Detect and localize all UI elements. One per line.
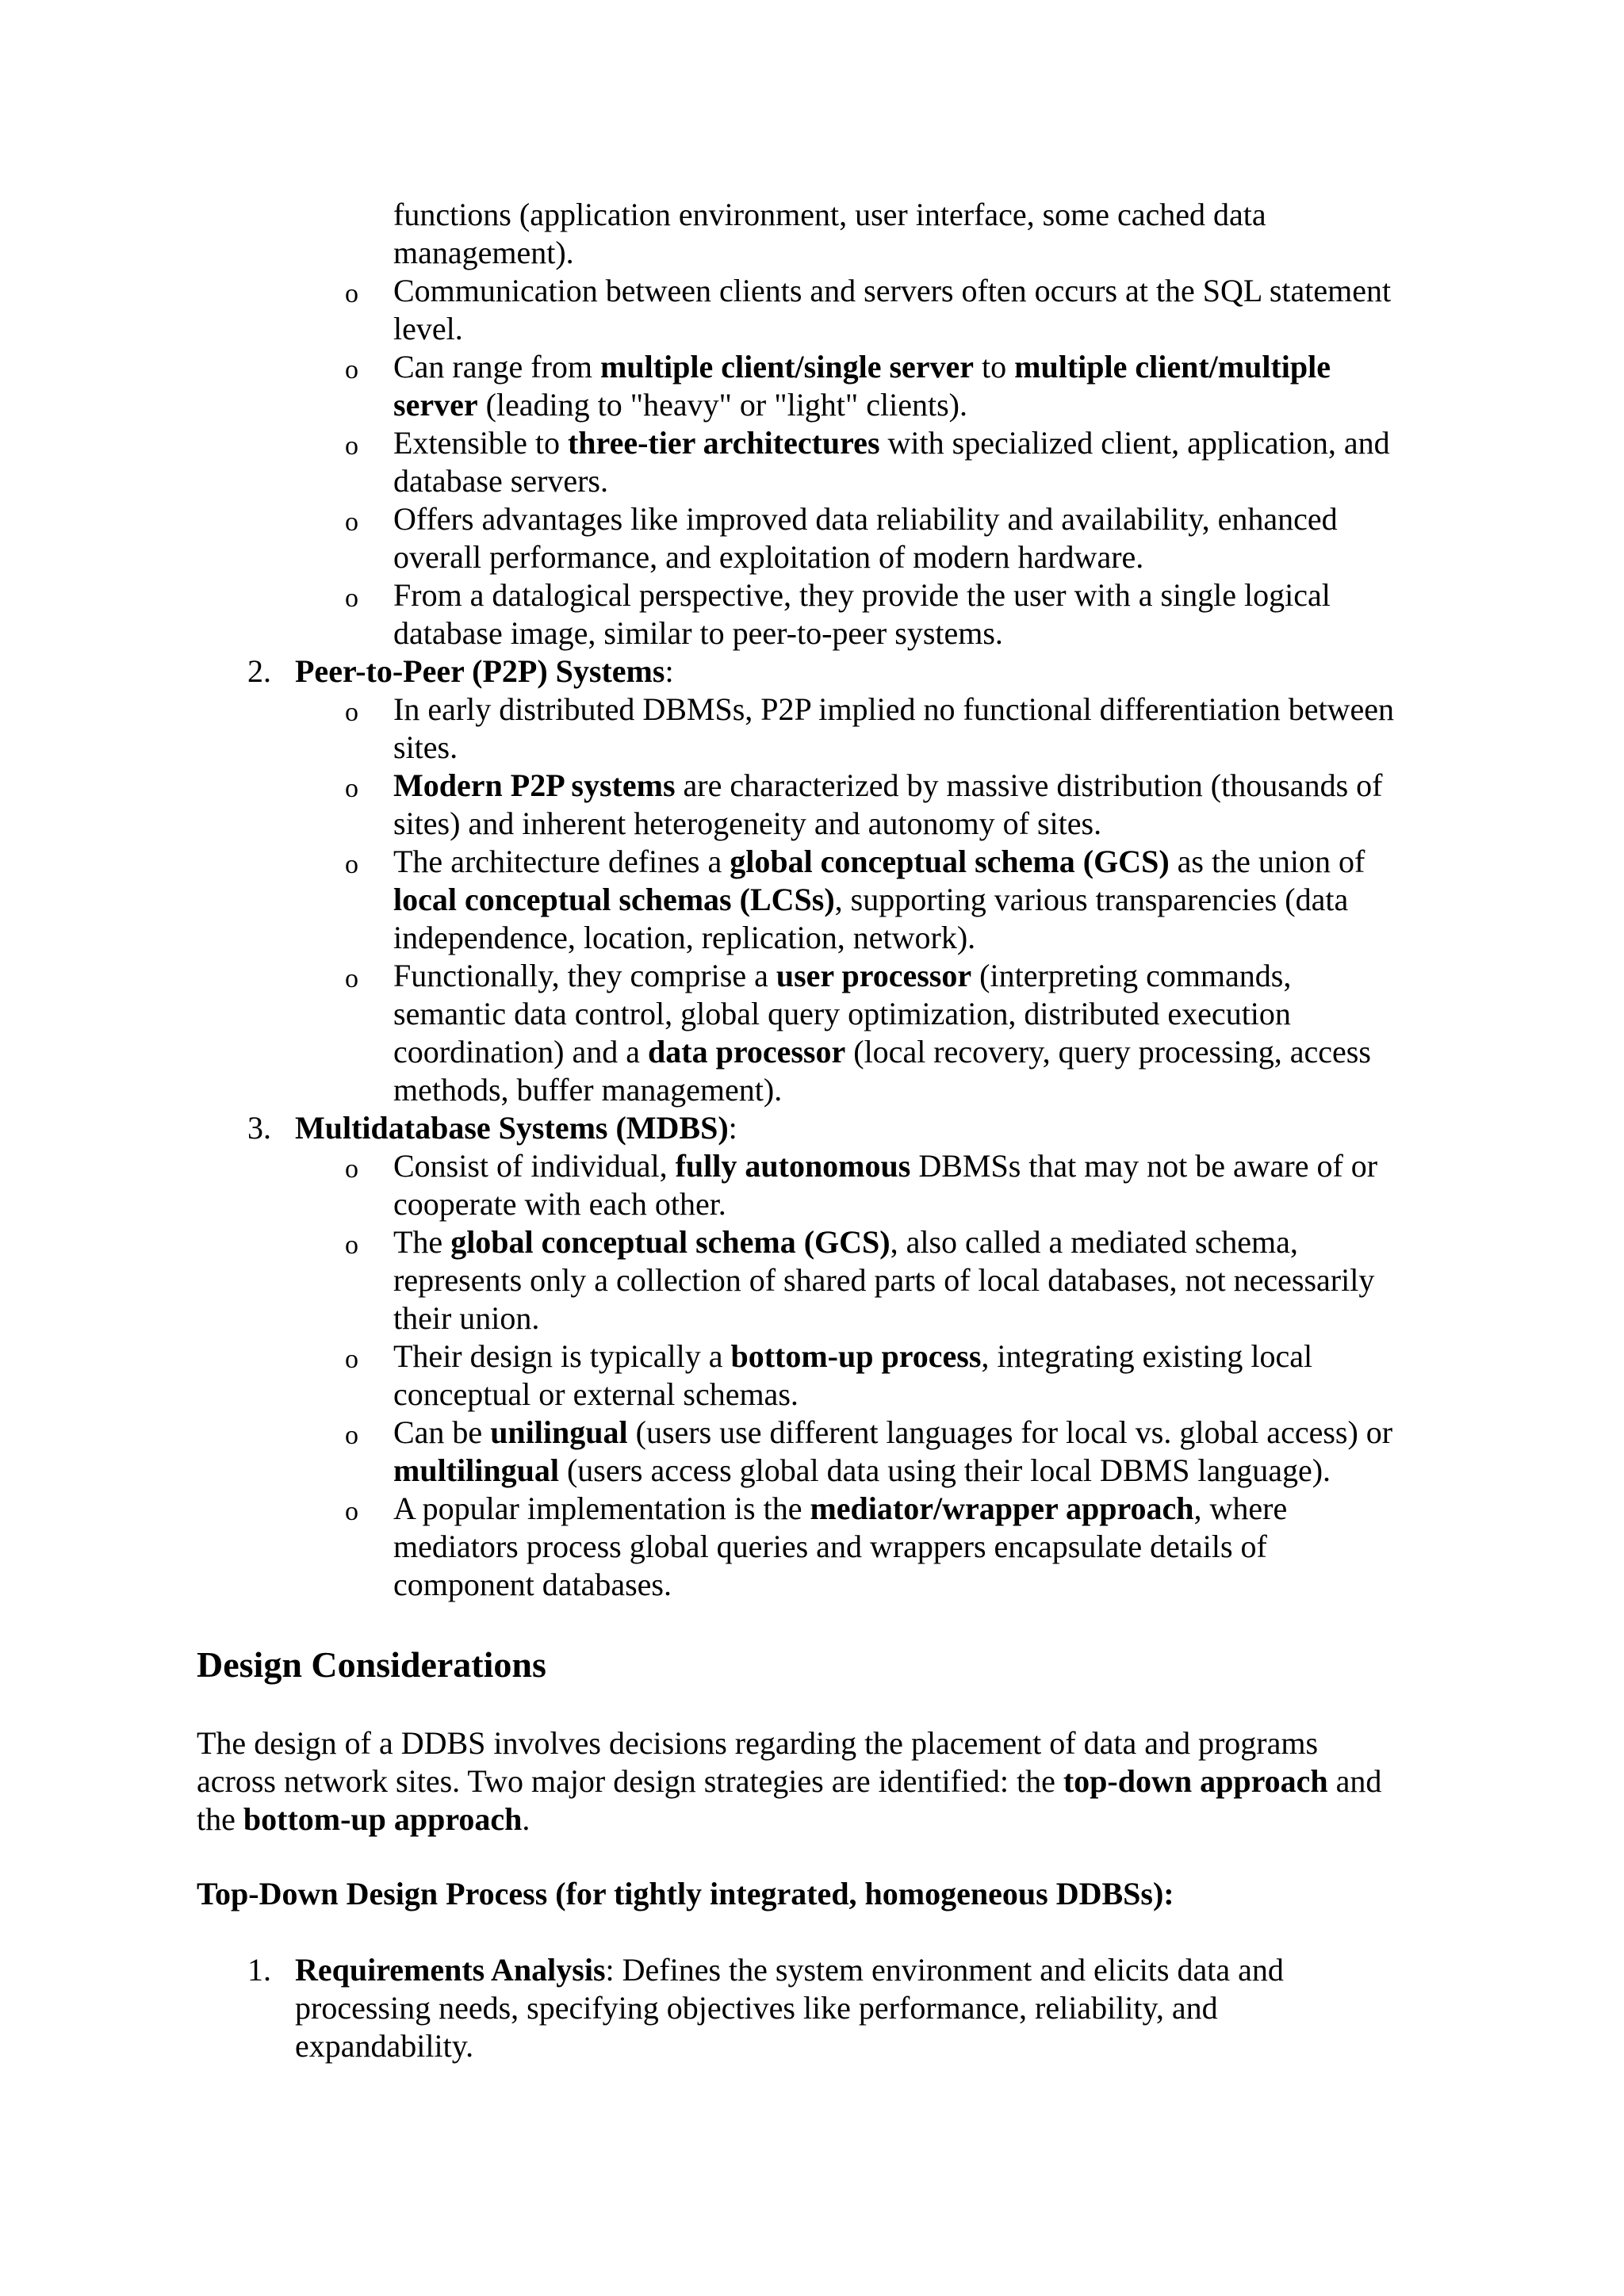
bullet-text: Can be unilingual (users use different languages for local vs. global access) or multilingual (users access global data using their local DBMS language). [393,1414,1393,1488]
bullet-text: In early distributed DBMSs, P2P implied no functional differentiation between sites. [393,691,1395,765]
bullet-marker: o [345,774,358,803]
section-heading: Design Considerations [197,1644,546,1685]
bullet-text: The architecture defines a global conceptual schema (GCS) as the union of local conceptual schemas (LCSs), supporting various transparencies (data independence, location, replication, network). [393,844,1365,955]
bullet-marker: o [345,698,358,727]
bullet-text: Offers advantages like improved data reliability and availability, enhanced overall performance, and exploitation of modern hardware. [393,501,1338,575]
bullet-text: Communication between clients and servers often occurs at the SQL statement level. [393,273,1392,346]
subsection-heading: Top-Down Design Process (for tightly integrated, homogeneous DDBSs): [197,1876,1174,1911]
item-title: Peer-to-Peer (P2P) Systems: [295,653,674,689]
bullet-text: A popular implementation is the mediator/wrapper approach, where mediators process global queries and wrappers encapsulate details of component databases. [393,1490,1288,1602]
bullet-marker: o [345,431,358,461]
bullet-marker: o [345,850,358,879]
item-number: 3. [247,1110,271,1146]
bullet-text: Can range from multiple client/single server to multiple client/multiple server (leading to "heavy" or "light" clients). [393,349,1331,423]
bullet-marker: o [345,1421,358,1450]
bullet-marker: o [345,355,358,385]
step-text: Requirements Analysis: Defines the system environment and elicits data and processing needs, specifying objectives like performance, reliability, and expandability. [295,1952,1284,2064]
bullet-text: The global conceptual schema (GCS), also called a mediated schema, represents only a collection of shared parts of local databases, not necessarily their union. [393,1224,1375,1336]
step-number: 1. [247,1952,271,1988]
bullet-marker: o [345,1154,358,1184]
bullet-text: Extensible to three-tier architectures with specialized client, application, and database servers. [393,425,1390,499]
continuation-line-2: management). [393,235,574,270]
bullet-marker: o [345,584,358,613]
design-paragraph: The design of a DDBS involves decisions regarding the placement of data and programs across network sites. Two major design strategies are identified: the top-down approach and the bottom-up approach. [197,1725,1382,1837]
bullet-text: From a datalogical perspective, they provide the user with a single logical database image, similar to peer-to-peer systems. [393,577,1331,651]
bullet-marker: o [345,279,358,308]
item-number: 2. [247,653,271,689]
bullet-marker: o [345,1497,358,1526]
bullet-text: Consist of individual, fully autonomous DBMSs that may not be aware of or cooperate with each other. [393,1148,1378,1222]
bullet-marker: o [345,1345,358,1374]
continuation-line-1: functions (application environment, user interface, some cached data [393,197,1266,232]
bullet-text: Modern P2P systems are characterized by massive distribution (thousands of sites) and inherent heterogeneity and autonomy of sites. [393,767,1383,841]
bullet-text: Functionally, they comprise a user processor (interpreting commands, semantic data control, global query optimization, distributed execution coordination) and a data processor (local recovery, query processing, access methods, buffer management). [393,958,1371,1108]
item-title: Multidatabase Systems (MDBS): [295,1110,737,1146]
bullet-marker: o [345,507,358,537]
bullet-marker: o [345,1230,358,1260]
bullet-marker: o [345,964,358,993]
bullet-text: Their design is typically a bottom-up process, integrating existing local conceptual or external schemas. [393,1338,1313,1412]
